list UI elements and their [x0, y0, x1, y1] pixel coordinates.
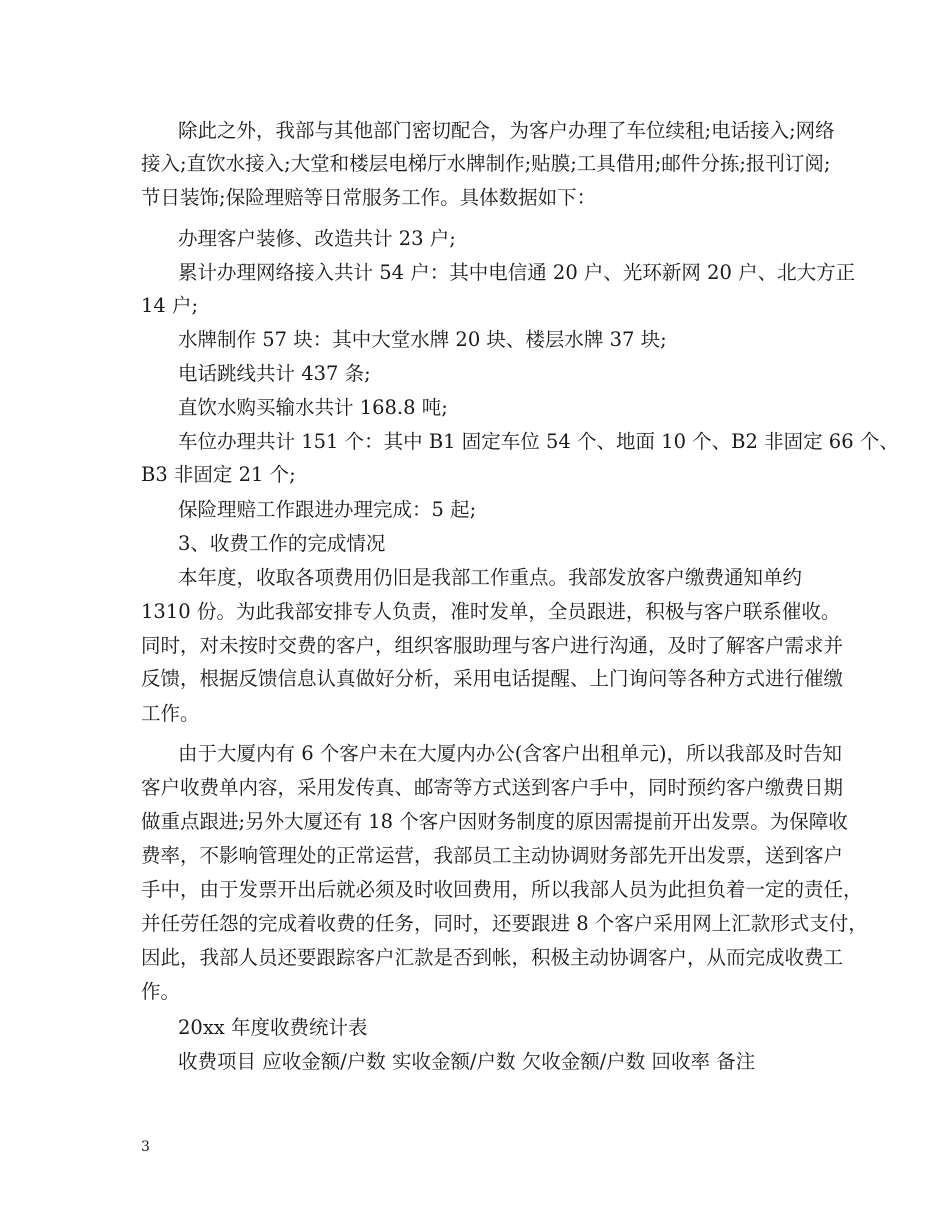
text-line: 除此之外，我部与其他部门密切配合，为客户办理了车位续租;电话接入;网络 [178, 119, 835, 142]
text-line: 反馈，根据反馈信息认真做好分析，采用电话提醒、上门询问等各种方式进行催缴 [141, 667, 844, 690]
text-line: 手中，由于发票开出后就必须及时收回费用，所以我部人员为此担负着一定的责任， [141, 878, 863, 901]
text-line: 办理客户装修、改造共计 23 户; [178, 227, 456, 250]
text-line: 接入;直饮水接入;大堂和楼层电梯厅水牌制作;贴膜;工具借用;邮件分拣;报刊订阅; [141, 152, 831, 175]
text-line: 1310 份。为此我部安排专人负责，准时发单，全员跟进，积极与客户联系催收。 [141, 600, 841, 623]
text-line: 14 户; [141, 294, 199, 317]
text-line: 直饮水购买输水共计 168.8 吨; [178, 396, 448, 419]
text-line: 因此，我部人员还要跟踪客户汇款是否到帐，积极主动协调客户，从而完成收费工 [141, 946, 844, 969]
text-line: 作。 [141, 980, 181, 1003]
text-line: 由于大厦内有 6 个客户未在大厦内办公(含客户出租单元)，所以我部及时告知 [178, 742, 843, 765]
text-line: 做重点跟进;另外大厦还有 18 个客户因财务制度的原因需提前开出发票。为保障收 [141, 810, 848, 833]
text-line: 客户收费单内容，采用发传真、邮寄等方式送到客户手中，同时预约客户缴费日期 [141, 776, 844, 799]
text-line: 工作。 [141, 702, 200, 725]
text-line: 费率，不影响管理处的正常运营，我部员工主动协调财务部先开出发票，送到客户 [141, 844, 844, 867]
table-title: 20xx 年度收费统计表 [178, 1016, 368, 1039]
text-line: 累计办理网络接入共计 54 户：其中电信通 20 户、光环新网 20 户、北大方正 [178, 261, 856, 284]
text-line: 并任劳任怨的完成着收费的任务，同时，还要跟进 8 个客户采用网上汇款形式支付， [141, 912, 868, 935]
text-line: 节日装饰;保险理赔等日常服务工作。具体数据如下： [141, 186, 597, 209]
section-heading: 3、收费工作的完成情况 [178, 532, 386, 555]
text-line: 本年度，收取各项费用仍旧是我部工作重点。我部发放客户缴费通知单约 [178, 566, 803, 589]
text-line: 电话跳线共计 437 条; [178, 362, 371, 385]
page-number: 3 [141, 1139, 150, 1155]
text-line: B3 非固定 21 个; [141, 463, 296, 486]
text-line: 保险理赔工作跟进办理完成：5 起; [178, 498, 477, 521]
text-line: 同时，对未按时交费的客户，组织客服助理与客户进行沟通，及时了解客户需求并 [141, 634, 844, 657]
text-line: 车位办理共计 151 个：其中 B1 固定车位 54 个、地面 10 个、B2 非固定 66 个、 [178, 430, 899, 453]
text-line: 水牌制作 57 块：其中大堂水牌 20 块、楼层水牌 37 块; [178, 328, 667, 351]
table-header-row: 收费项目 应收金额/户数 实收金额/户数 欠收金额/户数 回收率 备注 [178, 1050, 756, 1073]
